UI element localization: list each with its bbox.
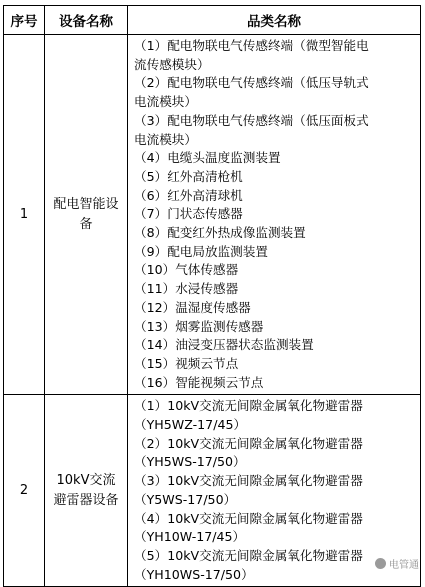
- category-line: （6）红外高清球机: [134, 187, 243, 203]
- category-line: （5）红外高清枪机: [134, 168, 243, 184]
- category-line: （3）配电物联电气传感终端（低压面板式: [134, 112, 369, 128]
- category-line: 流传感模块）: [134, 56, 210, 72]
- category-line: （8）配变红外热成像监测装置: [134, 225, 306, 241]
- category-line: （1）10kV交流无间隙金属氧化物避雷器: [134, 398, 363, 414]
- watermark: [375, 556, 419, 571]
- table-row: [4, 395, 421, 587]
- category-line: （11）水浸传感器: [134, 281, 239, 297]
- category-line: （2）配电物联电气传感终端（低压导轨式: [134, 75, 369, 91]
- category-line: （4）10kV交流无间隙金属氧化物避雷器: [134, 510, 363, 526]
- category-line: （12）温湿度传感器: [134, 299, 251, 315]
- row-device-name: 配电智能设备: [45, 35, 128, 395]
- category-line: （Y5WS-17/50）: [134, 491, 237, 507]
- category-line: 电流模块）: [134, 94, 197, 110]
- category-line: （4）电缆头温度监测装置: [134, 150, 281, 166]
- row-device-name: 10kV交流避雷器设备: [45, 395, 128, 587]
- category-line: （7）门状态传感器: [134, 206, 243, 222]
- category-line: （15）视频云节点: [134, 355, 239, 371]
- row-category-list: [128, 35, 421, 395]
- category-line: （3）10kV交流无间隙金属氧化物避雷器: [134, 473, 363, 489]
- wechat-logo-icon: [375, 558, 386, 569]
- header-device: 设备名称: [45, 6, 128, 35]
- row-index: 1: [4, 35, 45, 395]
- row-index: 2: [4, 395, 45, 587]
- header-index: 序号: [4, 6, 45, 35]
- category-line: （9）配电局放监测装置: [134, 243, 268, 259]
- category-line: （10）气体传感器: [134, 262, 239, 278]
- table-header-row: [4, 6, 421, 35]
- header-category: 品类名称: [128, 6, 421, 35]
- category-line: （13）烟雾监测传感器: [134, 318, 264, 334]
- category-line: （2）10kV交流无间隙金属氧化物避雷器: [134, 435, 363, 451]
- category-line: （YH10W-17/45）: [134, 529, 246, 545]
- category-table: [3, 5, 421, 587]
- category-line: （16）智能视频云节点: [134, 374, 264, 390]
- category-line: （YH5WS-17/50）: [134, 454, 246, 470]
- category-line: （1）配电物联电气传感终端（微型智能电: [134, 38, 369, 53]
- table-row: [4, 35, 421, 395]
- category-line: 电流模块）: [134, 131, 197, 147]
- category-line: （5）10kV交流无间隙金属氧化物避雷器: [134, 547, 363, 563]
- category-line: （14）油浸变压器状态监测装置: [134, 337, 314, 353]
- category-line: （YH10WS-17/50）: [134, 566, 254, 582]
- watermark-text: 电管通: [389, 560, 419, 571]
- category-line: （YH5WZ-17/45）: [134, 417, 247, 433]
